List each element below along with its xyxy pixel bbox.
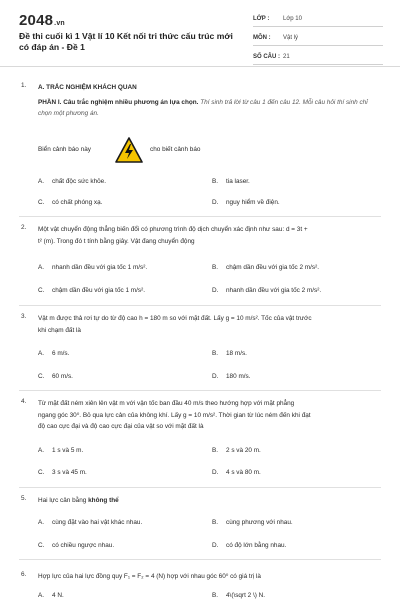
option-text: 180 m/s.	[226, 373, 251, 380]
option-d[interactable]	[212, 199, 280, 206]
option-letter: A.	[38, 592, 45, 599]
option-text: 4 s và 80 m.	[226, 469, 261, 476]
question-text-part: Hai lực cân bằng	[38, 497, 87, 504]
part-title: PHẦN I. Câu trắc nghiệm nhiều phương án lựa chọn.	[38, 99, 199, 106]
question-text: Một vật chuyển động thẳng biến đổi có phương trình độ dịch chuyển xác định như sau: d = 3t +	[38, 226, 308, 233]
option-a[interactable]	[38, 350, 69, 357]
part-instruction	[38, 97, 378, 119]
option-text: cùng phương với nhau.	[226, 519, 293, 526]
option-b[interactable]	[212, 178, 250, 185]
divider	[19, 487, 381, 488]
meta-row-subject	[253, 31, 383, 46]
option-letter: A.	[38, 264, 45, 271]
option-b[interactable]	[212, 592, 265, 599]
option-letter: D.	[212, 542, 219, 549]
option-d[interactable]	[212, 542, 286, 549]
high-voltage-warning-icon	[115, 137, 143, 163]
option-letter: A.	[38, 350, 45, 357]
meta-info	[253, 12, 383, 69]
option-d[interactable]	[212, 469, 261, 476]
option-text: chậm dần đều với gia tốc 1 m/s².	[52, 287, 145, 294]
option-text: có chiều ngược nhau.	[52, 542, 115, 549]
option-a[interactable]	[38, 178, 106, 185]
meta-label: SỐ CÂU :	[253, 54, 280, 60]
meta-value: Lớp 10	[283, 16, 302, 22]
option-c[interactable]	[38, 199, 102, 206]
option-a[interactable]	[38, 592, 64, 599]
option-text: 4\(\sqrt 2 \) N.	[226, 592, 266, 599]
option-letter: D.	[212, 373, 219, 380]
question-text-cont: ngang góc 30⁰. Bỏ qua lực cản của không khí. Lấy g = 10 m/s². Thời gian từ lúc ném đến khi đạt	[38, 412, 311, 419]
option-letter: C.	[38, 542, 45, 549]
divider	[19, 305, 381, 306]
option-text: 18 m/s.	[226, 350, 247, 357]
warning-text-after: cho biết cảnh báo	[150, 146, 201, 153]
option-d[interactable]	[212, 373, 251, 380]
logo-text: 2048	[19, 12, 54, 29]
option-letter: A.	[38, 178, 45, 185]
logo-suffix: .vn	[54, 20, 65, 27]
option-letter: A.	[38, 447, 45, 454]
question-text-cont: khi chạm đất là	[38, 327, 81, 334]
option-c[interactable]	[38, 287, 145, 294]
meta-row-class	[253, 12, 383, 27]
meta-row-count	[253, 50, 383, 65]
option-letter: B.	[212, 264, 219, 271]
option-letter: D.	[212, 287, 219, 294]
option-a[interactable]	[38, 519, 142, 526]
question-number: 4.	[21, 398, 27, 405]
document-title: Đề thi cuối kì 1 Vật lí 10 Kết nối tri thức cấu trúc mới có đáp án - Đề 1	[19, 31, 233, 52]
option-letter: C.	[38, 287, 45, 294]
question-text-cont: t² (m). Trong đó t tính bằng giây. Vật đang chuyển động	[38, 238, 195, 245]
option-c[interactable]	[38, 373, 73, 380]
option-c[interactable]	[38, 469, 87, 476]
part-note: Thí sinh trả lời từ câu 1 đến câu 12. Mỗi câu hỏi thí sinh chỉ chọn một phương án.	[38, 99, 368, 117]
question-number: 3.	[21, 313, 27, 320]
question-number: 6.	[21, 571, 27, 578]
option-letter: B.	[212, 447, 219, 454]
option-letter: B.	[212, 592, 219, 599]
option-letter: D.	[212, 469, 219, 476]
option-text: nhanh dần đều với gia tốc 1 m/s².	[52, 264, 148, 271]
option-text: cùng đặt vào hai vật khác nhau.	[52, 519, 143, 526]
warning-sentence	[38, 146, 201, 153]
option-letter: D.	[212, 199, 219, 206]
divider	[19, 559, 381, 560]
option-a[interactable]	[38, 447, 83, 454]
question-number: 1.	[21, 82, 27, 89]
question-number: 5.	[21, 495, 27, 502]
divider	[19, 216, 381, 217]
meta-label: MÔN :	[253, 35, 271, 41]
option-letter: A.	[38, 519, 45, 526]
option-c[interactable]	[38, 542, 114, 549]
divider	[19, 390, 381, 391]
meta-value: Vật lý	[283, 35, 299, 41]
option-text: có độ lớn bằng nhau.	[226, 542, 287, 549]
option-text: 2 s và 20 m.	[226, 447, 261, 454]
site-logo[interactable]	[19, 12, 65, 29]
question-text	[38, 495, 378, 506]
option-text: 6 m/s.	[52, 350, 70, 357]
option-letter: C.	[38, 373, 45, 380]
question-text: Vật m được thả rơi tự do từ độ cao h = 180 m so với mặt đất. Lấy g = 10 m/s². Tốc của vật trước	[38, 315, 312, 322]
question-text: Từ mặt đất ném xiên lên vật m với vận tốc ban đầu 40 m/s theo hướng hợp với mặt phẳng	[38, 400, 295, 407]
option-text: tia laser.	[226, 178, 250, 185]
option-b[interactable]	[212, 519, 293, 526]
option-letter: C.	[38, 199, 45, 206]
meta-label: LỚP :	[253, 16, 270, 22]
question-text: Hợp lực của hai lực đồng quy F₁ = F₂ = 4 (N) hợp với nhau góc 60⁰ có giá trị là	[38, 573, 261, 580]
option-b[interactable]	[212, 264, 319, 271]
option-letter: C.	[38, 469, 45, 476]
option-letter: B.	[212, 350, 219, 357]
option-text: có chất phóng xạ.	[52, 199, 103, 206]
warning-text-before: Biển cảnh báo này	[38, 146, 91, 153]
section-title: A. TRẮC NGHIỆM KHÁCH QUAN	[38, 84, 137, 91]
question-number: 2.	[21, 224, 27, 231]
option-text: chất độc sức khỏe.	[52, 178, 107, 185]
option-text: 3 s và 45 m.	[52, 469, 87, 476]
option-text: chậm dần đều với gia tốc 2 m/s².	[226, 264, 319, 271]
question-text-emphasis: không thể	[88, 497, 119, 504]
option-text: 1 s và 5 m.	[52, 447, 84, 454]
option-text: nhanh dần đều với gia tốc 2 m/s².	[226, 287, 322, 294]
option-text: 4 N.	[52, 592, 64, 599]
option-letter: B.	[212, 519, 219, 526]
option-d[interactable]	[212, 287, 321, 294]
option-a[interactable]	[38, 264, 147, 271]
page-header	[0, 0, 400, 67]
option-text: nguy hiểm về điện.	[226, 199, 280, 206]
option-b[interactable]	[212, 447, 261, 454]
question-text-cont: độ cao cực đại và độ cao cực đại của vật so với mặt đất là	[38, 423, 204, 430]
meta-value: 21	[283, 54, 290, 60]
option-letter: B.	[212, 178, 219, 185]
option-b[interactable]	[212, 350, 247, 357]
option-text: 60 m/s.	[52, 373, 73, 380]
